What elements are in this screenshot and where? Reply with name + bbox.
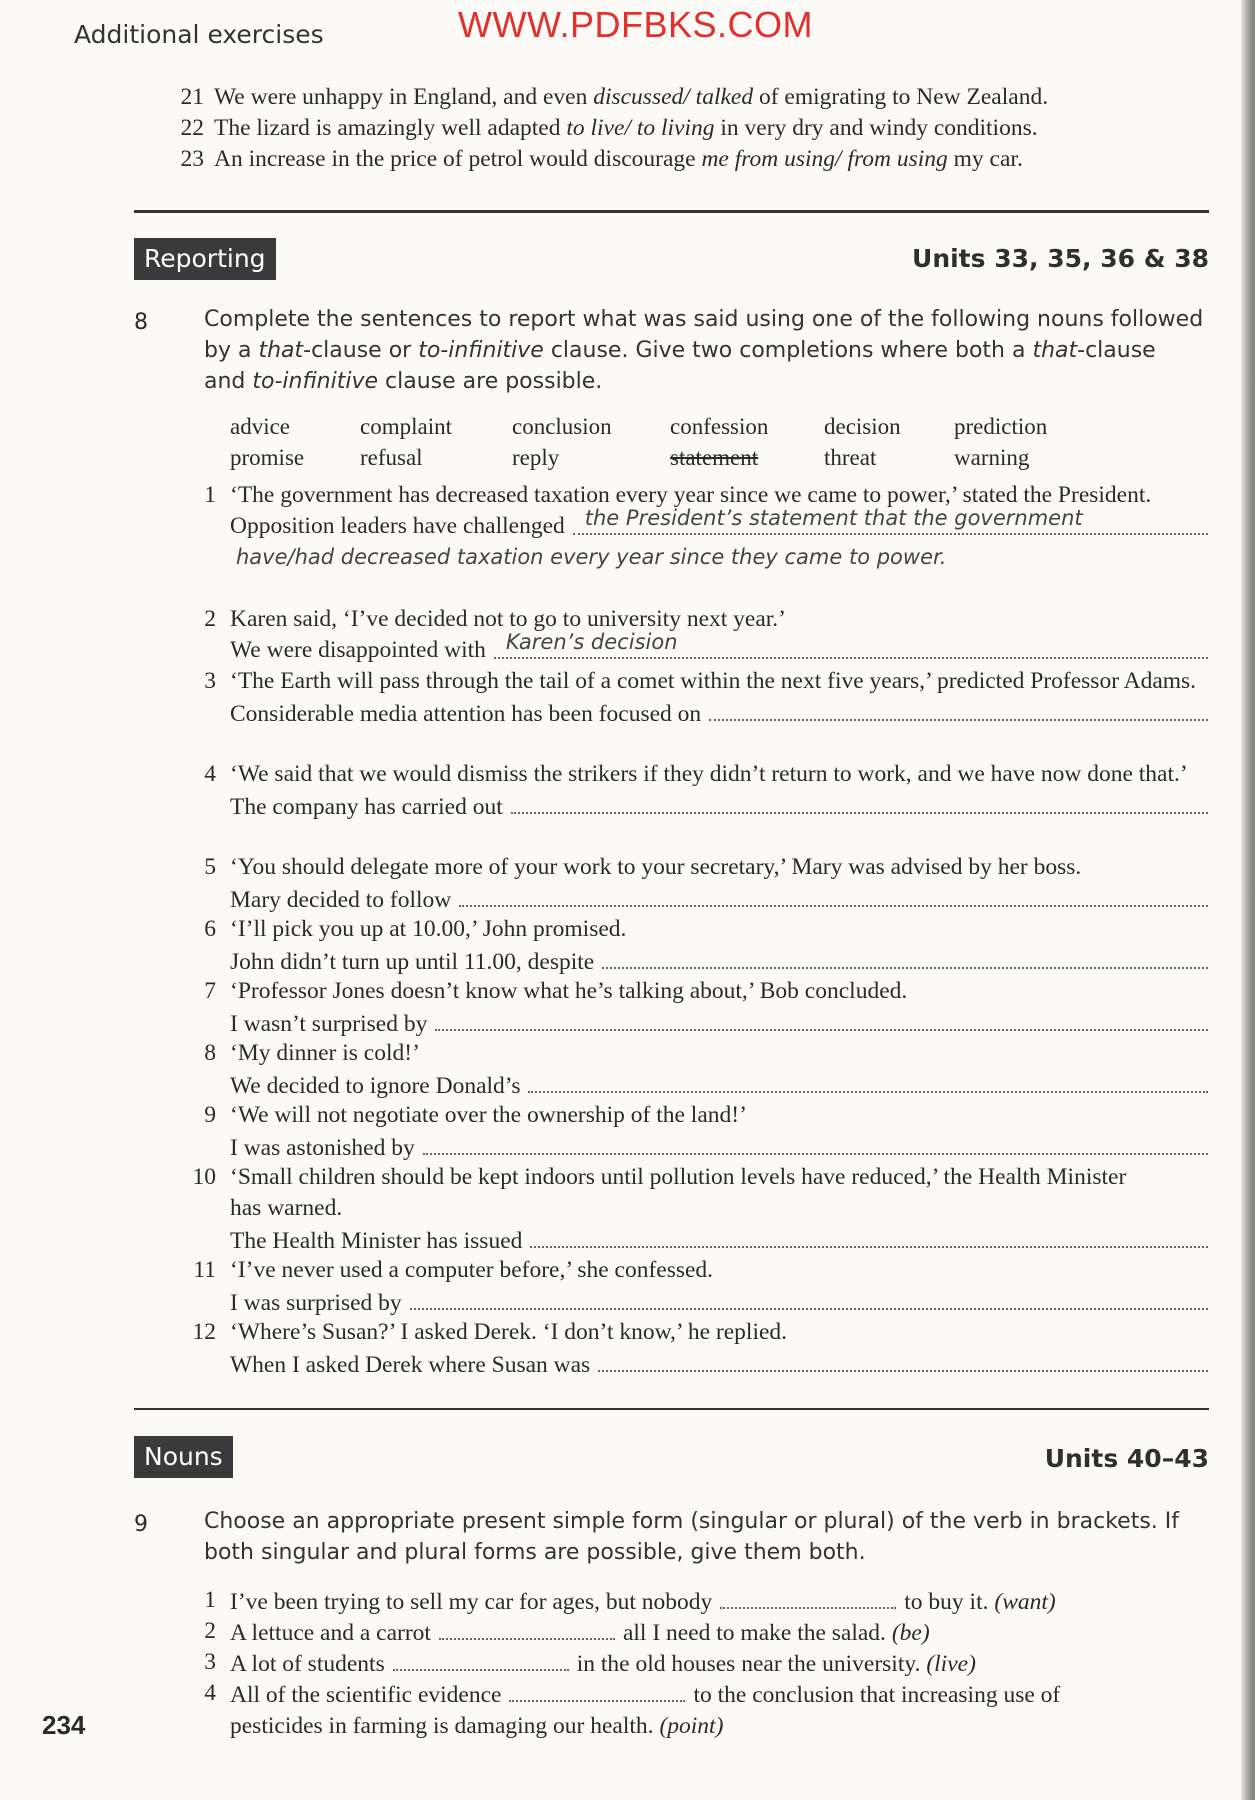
answer-blank[interactable] [530,1224,1208,1248]
exercise-item: 11 ‘I’ve never used a computer before,’ she confessed. I was surprised by [188,1255,1208,1319]
word-box-item: threat [824,445,877,470]
word-box-item: confession [670,414,769,439]
word-box-item: reply [512,445,560,470]
answer-blank[interactable]: Karen’s decision [494,635,1208,659]
exercise-item: 8 ‘My dinner is cold!’ We decided to ignore Donald’s [188,1038,1208,1102]
exercise-number: 9 [134,1512,148,1537]
section-title-reporting: Reporting [134,238,276,280]
list-item: 22 The lizard is amazingly well adapted to live/ to living in very dry and windy conditions. [180,115,1038,141]
word-box-item: prediction [954,414,1048,439]
exercise-item: 1 ‘The government has decreased taxation every year since we came to power,’ stated the President. Opposition leaders have challenged the President’s statement that the government have/had decreased taxation every year since they came to power. [188,480,1208,573]
answer-blank[interactable] [423,1131,1208,1155]
word-box-item: advice [230,414,291,439]
word-box-item: conclusion [512,414,612,439]
page-number: 234 [42,1710,86,1740]
section-divider [134,1408,1209,1410]
exercise-item: 2 Karen said, ‘I’ve decided not to go to university next year.’ We were disappointed with Karen’s decision [188,604,1208,666]
exercise-item: 3 ‘The Earth will pass through the tail of a comet within the next five years,’ predicted Professor Adams. Considerable media attention has been focused on [188,666,1208,730]
word-box-item: warning [954,445,1030,470]
answer-blank[interactable] [509,1678,685,1702]
answer-blank[interactable] [439,1616,615,1640]
exercise-item: 1 I’ve been trying to sell my car for ages, but nobody to buy it. (want) [204,1587,1056,1615]
exercise-item: 4 All of the scientific evidence to the conclusion that increasing use of pesticides in farming is damaging our health. (point) [204,1680,1061,1739]
word-box-item-crossed: statement [670,445,759,470]
word-box-item: complaint [360,414,452,439]
exercise-item: 9 ‘We will not negotiate over the ownership of the land!’ I was astonished by [188,1100,1208,1164]
answer-blank[interactable] [393,1647,569,1671]
exercise-item: 5 ‘You should delegate more of your work to your secretary,’ Mary was advised by her boss. Mary decided to follow [188,852,1208,916]
section-title-nouns: Nouns [134,1436,233,1478]
section-units-nouns: Units 40–43 [1044,1444,1209,1473]
answer-blank[interactable]: the President’s statement that the government [573,511,1208,535]
answer-line-2: have/had decreased taxation every year since they came to power. [236,545,947,569]
exercise-item: 12 ‘Where’s Susan?’ I asked Derek. ‘I don’t know,’ he replied. When I asked Derek where Susan was [188,1317,1208,1381]
exercise-instruction: Choose an appropriate present simple form (singular or plural) of the verb in brackets. If both singular and plural forms are possible, give them both. [204,1509,1180,1565]
exercise-item: 6 ‘I’ll pick you up at 10.00,’ John promised. John didn’t turn up until 11.00, despite [188,914,1208,978]
list-item: 21 We were unhappy in England, and even discussed/ talked of emigrating to New Zealand. [180,84,1049,110]
answer-blank[interactable] [511,790,1208,814]
word-box-item: promise [230,445,305,470]
exercise-item: 7 ‘Professor Jones doesn’t know what he’s talking about,’ Bob concluded. I wasn’t surprised by [188,976,1208,1040]
exercise-item: 2 A lettuce and a carrot all I need to make the salad. (be) [204,1618,930,1646]
watermark: WWW.PDFBKS.COM [458,4,813,45]
word-box-item: decision [824,414,901,439]
word-box-item: refusal [360,445,423,470]
answer-blank[interactable] [459,883,1208,907]
answer-blank[interactable] [528,1069,1208,1093]
answer-blank[interactable] [709,697,1208,721]
page-edge-shadow [1241,0,1255,1800]
exercise-item: 3 A lot of students in the old houses near the university. (live) [204,1649,976,1677]
list-item: 23 An increase in the price of petrol would discourage me from using/ from using my car. [180,146,1023,172]
answer-blank[interactable] [602,945,1208,969]
exercise-item: 10 ‘Small children should be kept indoors until pollution levels have reduced,’ the Health Minister has warned. The Health Minister has issued [188,1162,1208,1257]
answer-blank[interactable] [410,1286,1208,1310]
answer-blank[interactable] [598,1348,1208,1372]
answer-blank[interactable] [720,1585,896,1609]
exercise-number: 8 [134,310,148,335]
section-units-reporting: Units 33, 35, 36 & 38 [912,244,1209,273]
section-divider [134,210,1209,213]
exercise-instruction: Complete the sentences to report what was said using one of the following nouns followed by a that-clause or to-infinitive clause. Give two completions where both a that-clause and to-infinitive clause are possible. [204,307,1204,394]
exercise-item: 4 ‘We said that we would dismiss the strikers if they didn’t return to work, and we have now done that.’ The company has carried out [188,759,1208,823]
running-head: Additional exercises [74,20,324,49]
answer-blank[interactable] [435,1007,1208,1031]
